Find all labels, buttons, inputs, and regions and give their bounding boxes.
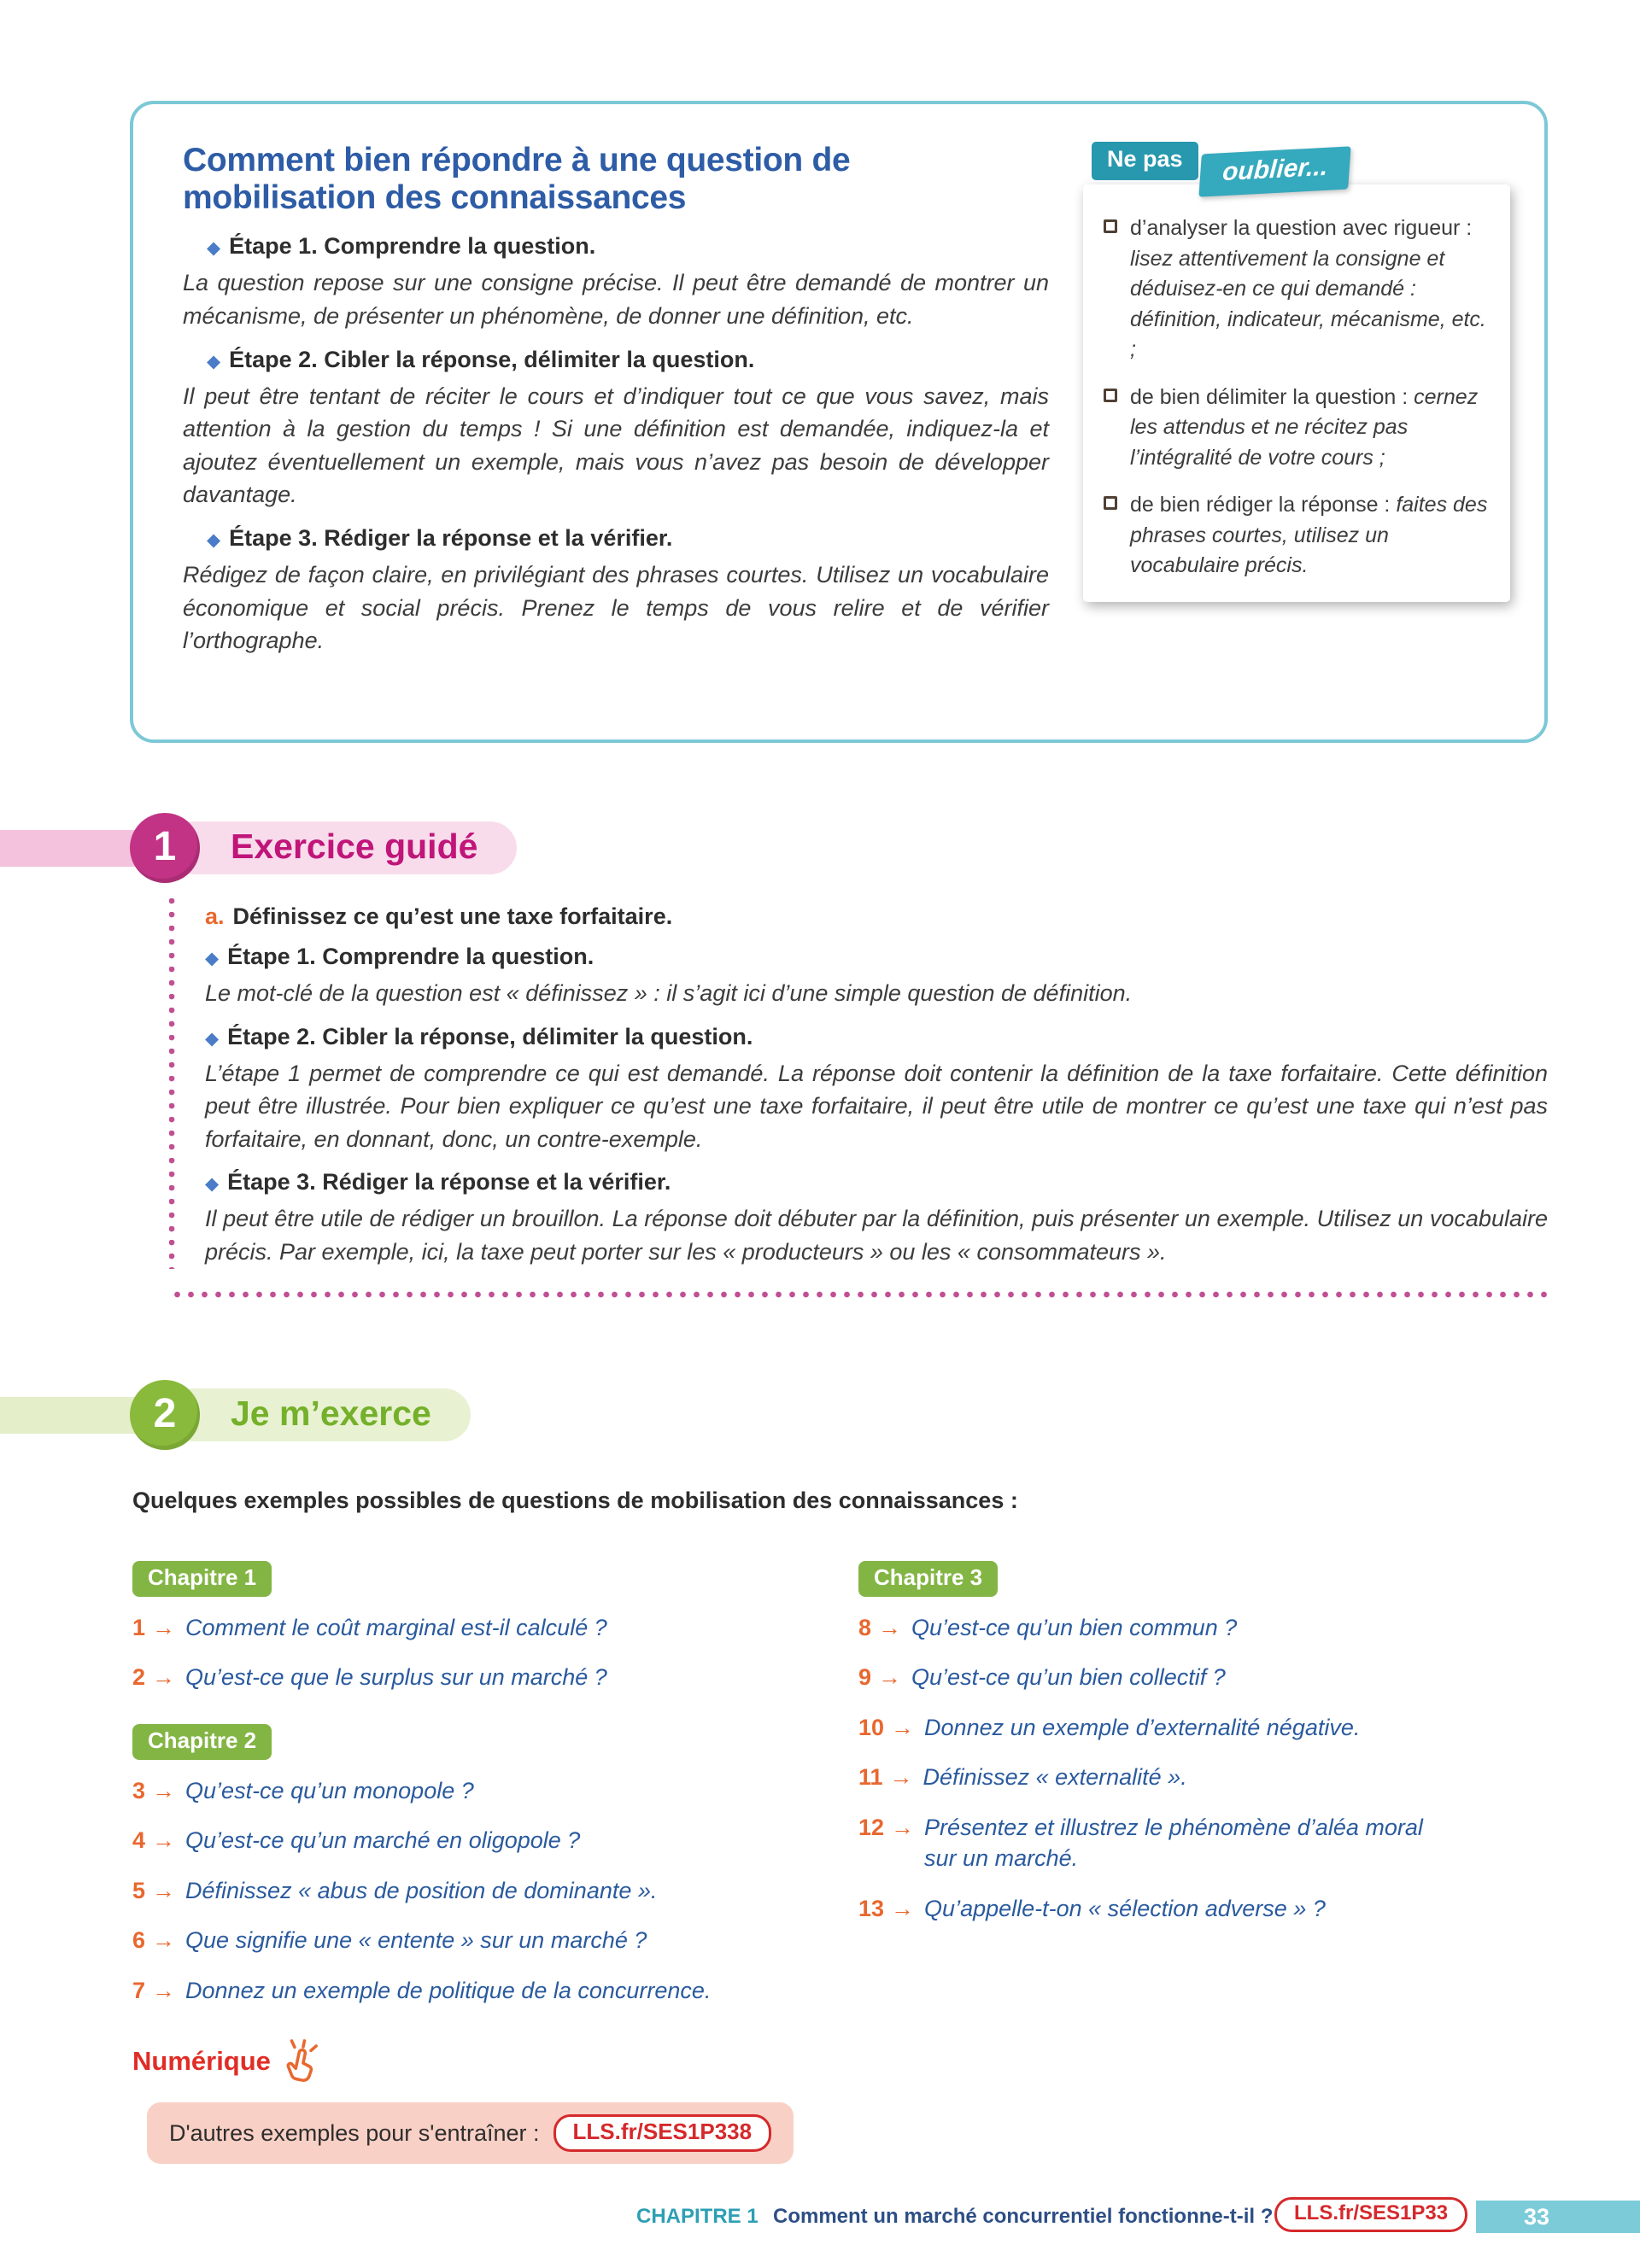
guided-exercise — [169, 895, 1548, 1298]
step-body: La question repose sur une consigne précise. Il peut être demandé de montrer un mécanisme, de présenter un phénomène, de donner une définition, etc. — [183, 270, 1049, 329]
guided-exercise-body — [169, 895, 1548, 1269]
question-number: 13 — [858, 1895, 885, 1921]
method-step-1 — [183, 233, 1049, 332]
reminder-lead: d’analyser la question avec rigueur : — [1130, 216, 1473, 240]
question-text: Comment le coût marginal est-il calculé ? — [185, 1615, 607, 1640]
reminder-text — [1130, 213, 1488, 365]
step-label — [205, 1169, 1548, 1195]
diamond-icon: ◆ — [205, 1028, 220, 1049]
reminder-card — [1083, 184, 1510, 602]
question-item — [858, 1893, 1550, 1924]
step-label-text: Étape 2. Cibler la réponse, délimiter la question. — [229, 346, 755, 372]
question-number: 11 — [858, 1764, 883, 1791]
arrow-icon: → — [878, 1664, 902, 1691]
question-item — [132, 1925, 824, 1955]
method-step-3 — [183, 525, 1049, 658]
arrow-icon: → — [891, 1895, 915, 1921]
question-number: 7 — [132, 1977, 146, 2003]
question-column-right — [858, 1561, 1550, 2025]
question-number: 5 — [132, 1877, 146, 1903]
training-examples-box — [147, 2102, 794, 2164]
arrow-icon: → — [152, 1664, 176, 1691]
arrow-icon: → — [152, 1777, 176, 1803]
reminder-tabs — [1092, 142, 1510, 193]
reminder-item — [1104, 490, 1488, 582]
question-letter: a. — [205, 903, 225, 929]
question-item — [858, 1712, 1550, 1743]
reminder-detail: cernez les attendus et ne récitez pas l’intégralité de votre cours ; — [1130, 384, 1479, 470]
step-label — [205, 1024, 1548, 1050]
chapter-badge: Chapitre 2 — [132, 1724, 272, 1760]
guided-question — [205, 903, 1548, 930]
question-item — [132, 1975, 824, 2006]
reminder-text — [1130, 490, 1488, 582]
click-hand-icon — [275, 2035, 328, 2088]
question-item — [132, 1612, 824, 1643]
training-link[interactable]: LLS.fr/SES1P338 — [554, 2114, 772, 2152]
diamond-icon: ◆ — [207, 238, 221, 259]
question-number: 3 — [132, 1777, 146, 1803]
exercise2-title-pill — [167, 1388, 471, 1441]
step-label-text: Étape 3. Rédiger la réponse et la vérifier. — [227, 1169, 671, 1195]
question-item — [858, 1812, 1550, 1874]
question-number: 1 — [132, 1615, 146, 1640]
question-item — [132, 1775, 824, 1806]
step-label — [205, 944, 1548, 970]
question-text: Définissez ce qu’est une taxe forfaitaire. — [232, 903, 673, 929]
exercise2-header — [0, 1380, 769, 1450]
question-number: 8 — [858, 1615, 872, 1640]
reminder-item — [1104, 383, 1488, 474]
question-item — [858, 1612, 1550, 1643]
step-body: L’étape 1 permet de comprendre ce qui est demandé. La réponse doit contenir la définition de la taxe forfaitaire. Cette définition peut être illustrée. Pour bien expliquer ce qu’est une taxe forfaitaire, il peut être utile de montrer ce qu’est une taxe qui n’est pas forfaitaire, en donnant, donc, un contre-exemple. — [205, 1060, 1548, 1152]
question-number: 4 — [132, 1827, 146, 1854]
step-label — [207, 347, 1049, 373]
step-body: Il peut être tentant de réciter le cours et d’indiquer tout ce que vous savez, mais attention à la gestion du temps ! Si une définition est demandée, indiquez-la et ajoutez éventuellement un exemple, mais vous n’avez pas besoin de développer davantage. — [183, 383, 1049, 508]
reminder-tab-oublier: oublier... — [1198, 146, 1351, 196]
question-item — [132, 1825, 824, 1856]
question-text: Qu’est-ce qu’un bien collectif ? — [911, 1664, 1226, 1691]
exercise2-intro: Quelques exemples possibles de questions de mobilisation des connaissances : — [132, 1488, 1018, 1513]
question-text: Qu’est-ce qu’un marché en oligopole ? — [185, 1827, 581, 1854]
question-text: Que signifie une « entente » sur un marché ? — [185, 1927, 647, 1954]
diamond-icon: ◆ — [207, 530, 221, 550]
checkbox-icon — [1104, 219, 1117, 233]
arrow-icon: → — [152, 1927, 176, 1954]
exercise1-number-badge: 1 — [130, 813, 200, 883]
page-number: 33 — [1524, 2203, 1550, 2230]
guided-step-2 — [205, 1024, 1548, 1156]
training-text: D'autres exemples pour s'entraîner : — [169, 2119, 540, 2146]
arrow-icon: → — [152, 1827, 176, 1854]
question-text: Qu’est-ce qu’un bien commun ? — [911, 1615, 1238, 1640]
step-label-text: Étape 3. Rédiger la réponse et la vérifier. — [229, 525, 673, 551]
exercise1-title: Exercice guidé — [231, 826, 478, 866]
question-text: Définissez « externalité ». — [922, 1764, 1187, 1791]
arrow-icon: → — [891, 1814, 915, 1840]
question-number: 2 — [132, 1664, 146, 1691]
diamond-icon: ◆ — [205, 949, 220, 968]
arrow-icon: → — [889, 1764, 913, 1791]
question-columns — [132, 1561, 1550, 2025]
step-label-text: Étape 1. Comprendre la question. — [227, 944, 594, 969]
arrow-icon: → — [878, 1615, 902, 1640]
footer-link[interactable]: LLS.fr/SES1P33 — [1274, 2197, 1467, 2232]
exercise1-title-pill — [167, 821, 517, 874]
guided-step-1 — [205, 944, 1548, 1010]
step-body: Rédigez de façon claire, en privilégiant des phrases courtes. Utilisez un vocabulaire économique et social précis. Prenez le temps de vous relire et de vérifier l’orthographe. — [183, 562, 1049, 654]
method-content — [183, 142, 1049, 709]
question-text: Donnez un exemple d’externalité négative. — [924, 1714, 1361, 1740]
arrow-icon: → — [152, 1615, 176, 1640]
question-column-left — [132, 1561, 824, 2025]
question-item — [132, 1875, 824, 1906]
reminder-lead: de bien rédiger la réponse : — [1130, 493, 1391, 517]
step-label-text: Étape 2. Cibler la réponse, délimiter la question. — [227, 1023, 753, 1049]
question-item — [858, 1662, 1550, 1692]
page-number-bar — [1476, 2201, 1640, 2233]
step-body: Le mot-clé de la question est « définissez » : il s’agit ici d’une simple question de définition. — [205, 980, 1133, 1006]
question-text: Qu’appelle-t-on « sélection adverse » ? — [924, 1895, 1326, 1921]
page-title: Comment bien répondre à une question de mobilisation des connaissances — [183, 142, 851, 216]
arrow-icon: → — [152, 1877, 176, 1903]
question-text: Définissez « abus de position de dominante ». — [185, 1877, 658, 1903]
footer-chapter-label: CHAPITRE 1 — [636, 2205, 758, 2228]
checkbox-icon — [1104, 389, 1117, 402]
method-step-2 — [183, 347, 1049, 511]
reminder-detail: faites des phrases courtes, utilisez un vocabulaire précis. — [1130, 493, 1488, 577]
question-number: 10 — [858, 1714, 885, 1740]
exercise2-title: Je m’exerce — [231, 1393, 431, 1433]
exercise2-number-badge: 2 — [130, 1380, 200, 1450]
step-label-text: Étape 1. Comprendre la question. — [229, 233, 596, 260]
exercise1-header — [0, 813, 769, 883]
chapter-badge: Chapitre 1 — [132, 1561, 272, 1597]
arrow-icon: → — [152, 1977, 176, 2003]
question-text: Donnez un exemple de politique de la concurrence. — [185, 1977, 712, 2003]
question-number: 12 — [858, 1814, 885, 1840]
reminder-text — [1130, 383, 1488, 474]
question-item — [132, 1662, 824, 1692]
method-box — [130, 101, 1548, 743]
footer-chapter-title: Comment un marché concurrentiel fonctionne-t-il ? — [773, 2205, 1274, 2228]
guided-step-3 — [205, 1169, 1548, 1268]
step-label — [207, 233, 1049, 260]
checkbox-icon — [1104, 496, 1117, 510]
question-text: Qu’est-ce que le surplus sur un marché ? — [185, 1664, 607, 1691]
diamond-icon: ◆ — [207, 351, 221, 371]
dotted-divider — [174, 1291, 1548, 1298]
numerique-label: Numérique — [132, 2046, 271, 2076]
chapter-badge: Chapitre 3 — [858, 1561, 998, 1597]
reminder-sidebar — [1083, 142, 1510, 709]
question-text: Présentez et illustrez le phénomène d’aléa moral sur un marché. — [924, 1814, 1423, 1872]
question-number: 6 — [132, 1927, 146, 1954]
reminder-detail: lisez attentivement la consigne et déduisez-en ce qui demandé : définition, indicateur, mécanisme, etc. ; — [1130, 246, 1486, 361]
question-number: 9 — [858, 1664, 872, 1691]
step-body: Il peut être utile de rédiger un brouillon. La réponse doit débuter par la définition, puis présenter un exemple. Utilisez un vocabulaire précis. Par exemple, ici, la taxe peut porter sur les « producteurs » ou les « consommateurs ». — [205, 1206, 1548, 1266]
arrow-icon: → — [891, 1714, 915, 1740]
step-label — [207, 525, 1049, 552]
reminder-lead: de bien délimiter la question : — [1130, 384, 1409, 409]
diamond-icon: ◆ — [205, 1174, 220, 1195]
question-item — [858, 1762, 1550, 1792]
reminder-tab-ne-pas: Ne pas — [1092, 142, 1198, 180]
question-text: Qu’est-ce qu’un monopole ? — [185, 1777, 474, 1803]
page-footer — [0, 2196, 1640, 2237]
reminder-item — [1104, 213, 1488, 365]
numerique-section — [132, 2039, 324, 2084]
